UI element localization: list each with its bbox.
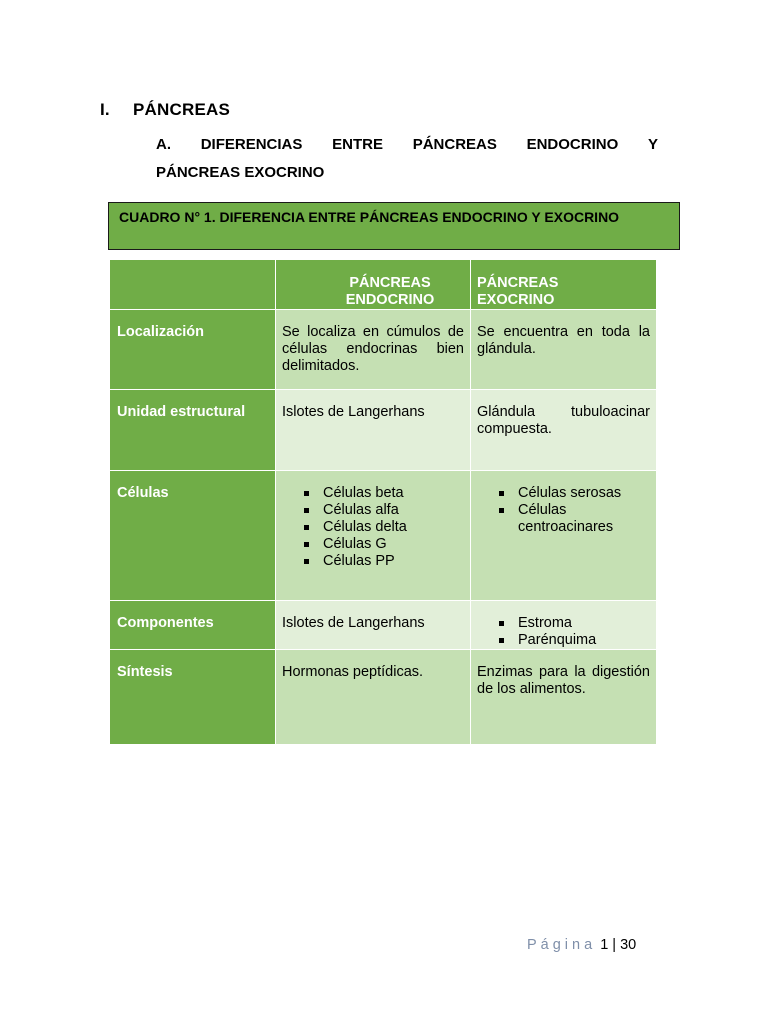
section-heading: [100, 100, 230, 120]
subsection-heading-line2: PÁNCREAS EXOCRINO: [156, 164, 325, 181]
row-label: Síntesis: [110, 650, 276, 744]
bullet-list: [276, 471, 470, 570]
cell-endocrino: Islotes de Langerhans: [276, 390, 471, 471]
list-item: Células centroacinares: [495, 502, 650, 536]
header-cell-exocrino: PÁNCREAS EXOCRINO: [471, 260, 657, 310]
cell-exocrino: Se encuentra en toda la glándula.: [471, 310, 657, 390]
page-footer: [527, 937, 636, 953]
subsection-word: ENDOCRINO: [526, 136, 619, 153]
subsection-heading-line1: [156, 131, 658, 159]
subsection-word: ENTRE: [332, 136, 383, 153]
page-separator: |: [612, 937, 617, 953]
table-row: [110, 390, 657, 471]
list-item: Parénquima: [495, 632, 650, 649]
subsection-word: PÁNCREAS: [412, 136, 497, 153]
cell-exocrino: [471, 471, 657, 601]
row-label: Componentes: [110, 601, 276, 650]
header-cell-empty: [110, 260, 276, 310]
subsection-word: DIFERENCIAS: [200, 136, 303, 153]
table-header-row: [110, 260, 657, 310]
cell-exocrino: Glándula tubuloacinar compuesta.: [471, 390, 657, 471]
list-item: Estroma: [495, 615, 650, 632]
section-number: I.: [100, 100, 110, 119]
list-item: Células alfa: [300, 502, 464, 519]
table-row: [110, 601, 657, 650]
cell-endocrino: Se localiza en cúmulos de células endocrinas bien delimitados.: [276, 310, 471, 390]
list-item: Células beta: [300, 485, 464, 502]
page-number: 1: [600, 937, 609, 953]
cell-endocrino: Hormonas peptídicas.: [276, 650, 471, 744]
table-caption: CUADRO N° 1. DIFERENCIA ENTRE PÁNCREAS ENDOCRINO Y EXOCRINO: [108, 202, 680, 250]
subsection-letter: A.: [156, 136, 171, 153]
list-item: Células PP: [300, 553, 464, 570]
comparison-table: [110, 260, 657, 744]
row-label: Células: [110, 471, 276, 601]
cell-exocrino: [471, 601, 657, 650]
table-row: [110, 471, 657, 601]
bullet-list: [471, 471, 656, 536]
header-cell-endocrino: PÁNCREAS ENDOCRINO: [276, 260, 471, 310]
table-row: [110, 310, 657, 390]
list-item: Células delta: [300, 519, 464, 536]
row-label: Localización: [110, 310, 276, 390]
cell-exocrino: Enzimas para la digestión de los alimentos.: [471, 650, 657, 744]
list-item: Células G: [300, 536, 464, 553]
section-title: PÁNCREAS: [133, 100, 231, 119]
page-total: 30: [620, 937, 637, 953]
list-item: Células serosas: [495, 485, 650, 502]
bullet-list: [471, 601, 656, 649]
page-label: Página: [527, 937, 597, 953]
subsection-word: Y: [647, 136, 658, 153]
subsection-heading: [156, 131, 658, 187]
cell-endocrino: [276, 471, 471, 601]
table-row: [110, 650, 657, 744]
row-label: Unidad estructural: [110, 390, 276, 471]
cell-endocrino: Islotes de Langerhans: [276, 601, 471, 650]
